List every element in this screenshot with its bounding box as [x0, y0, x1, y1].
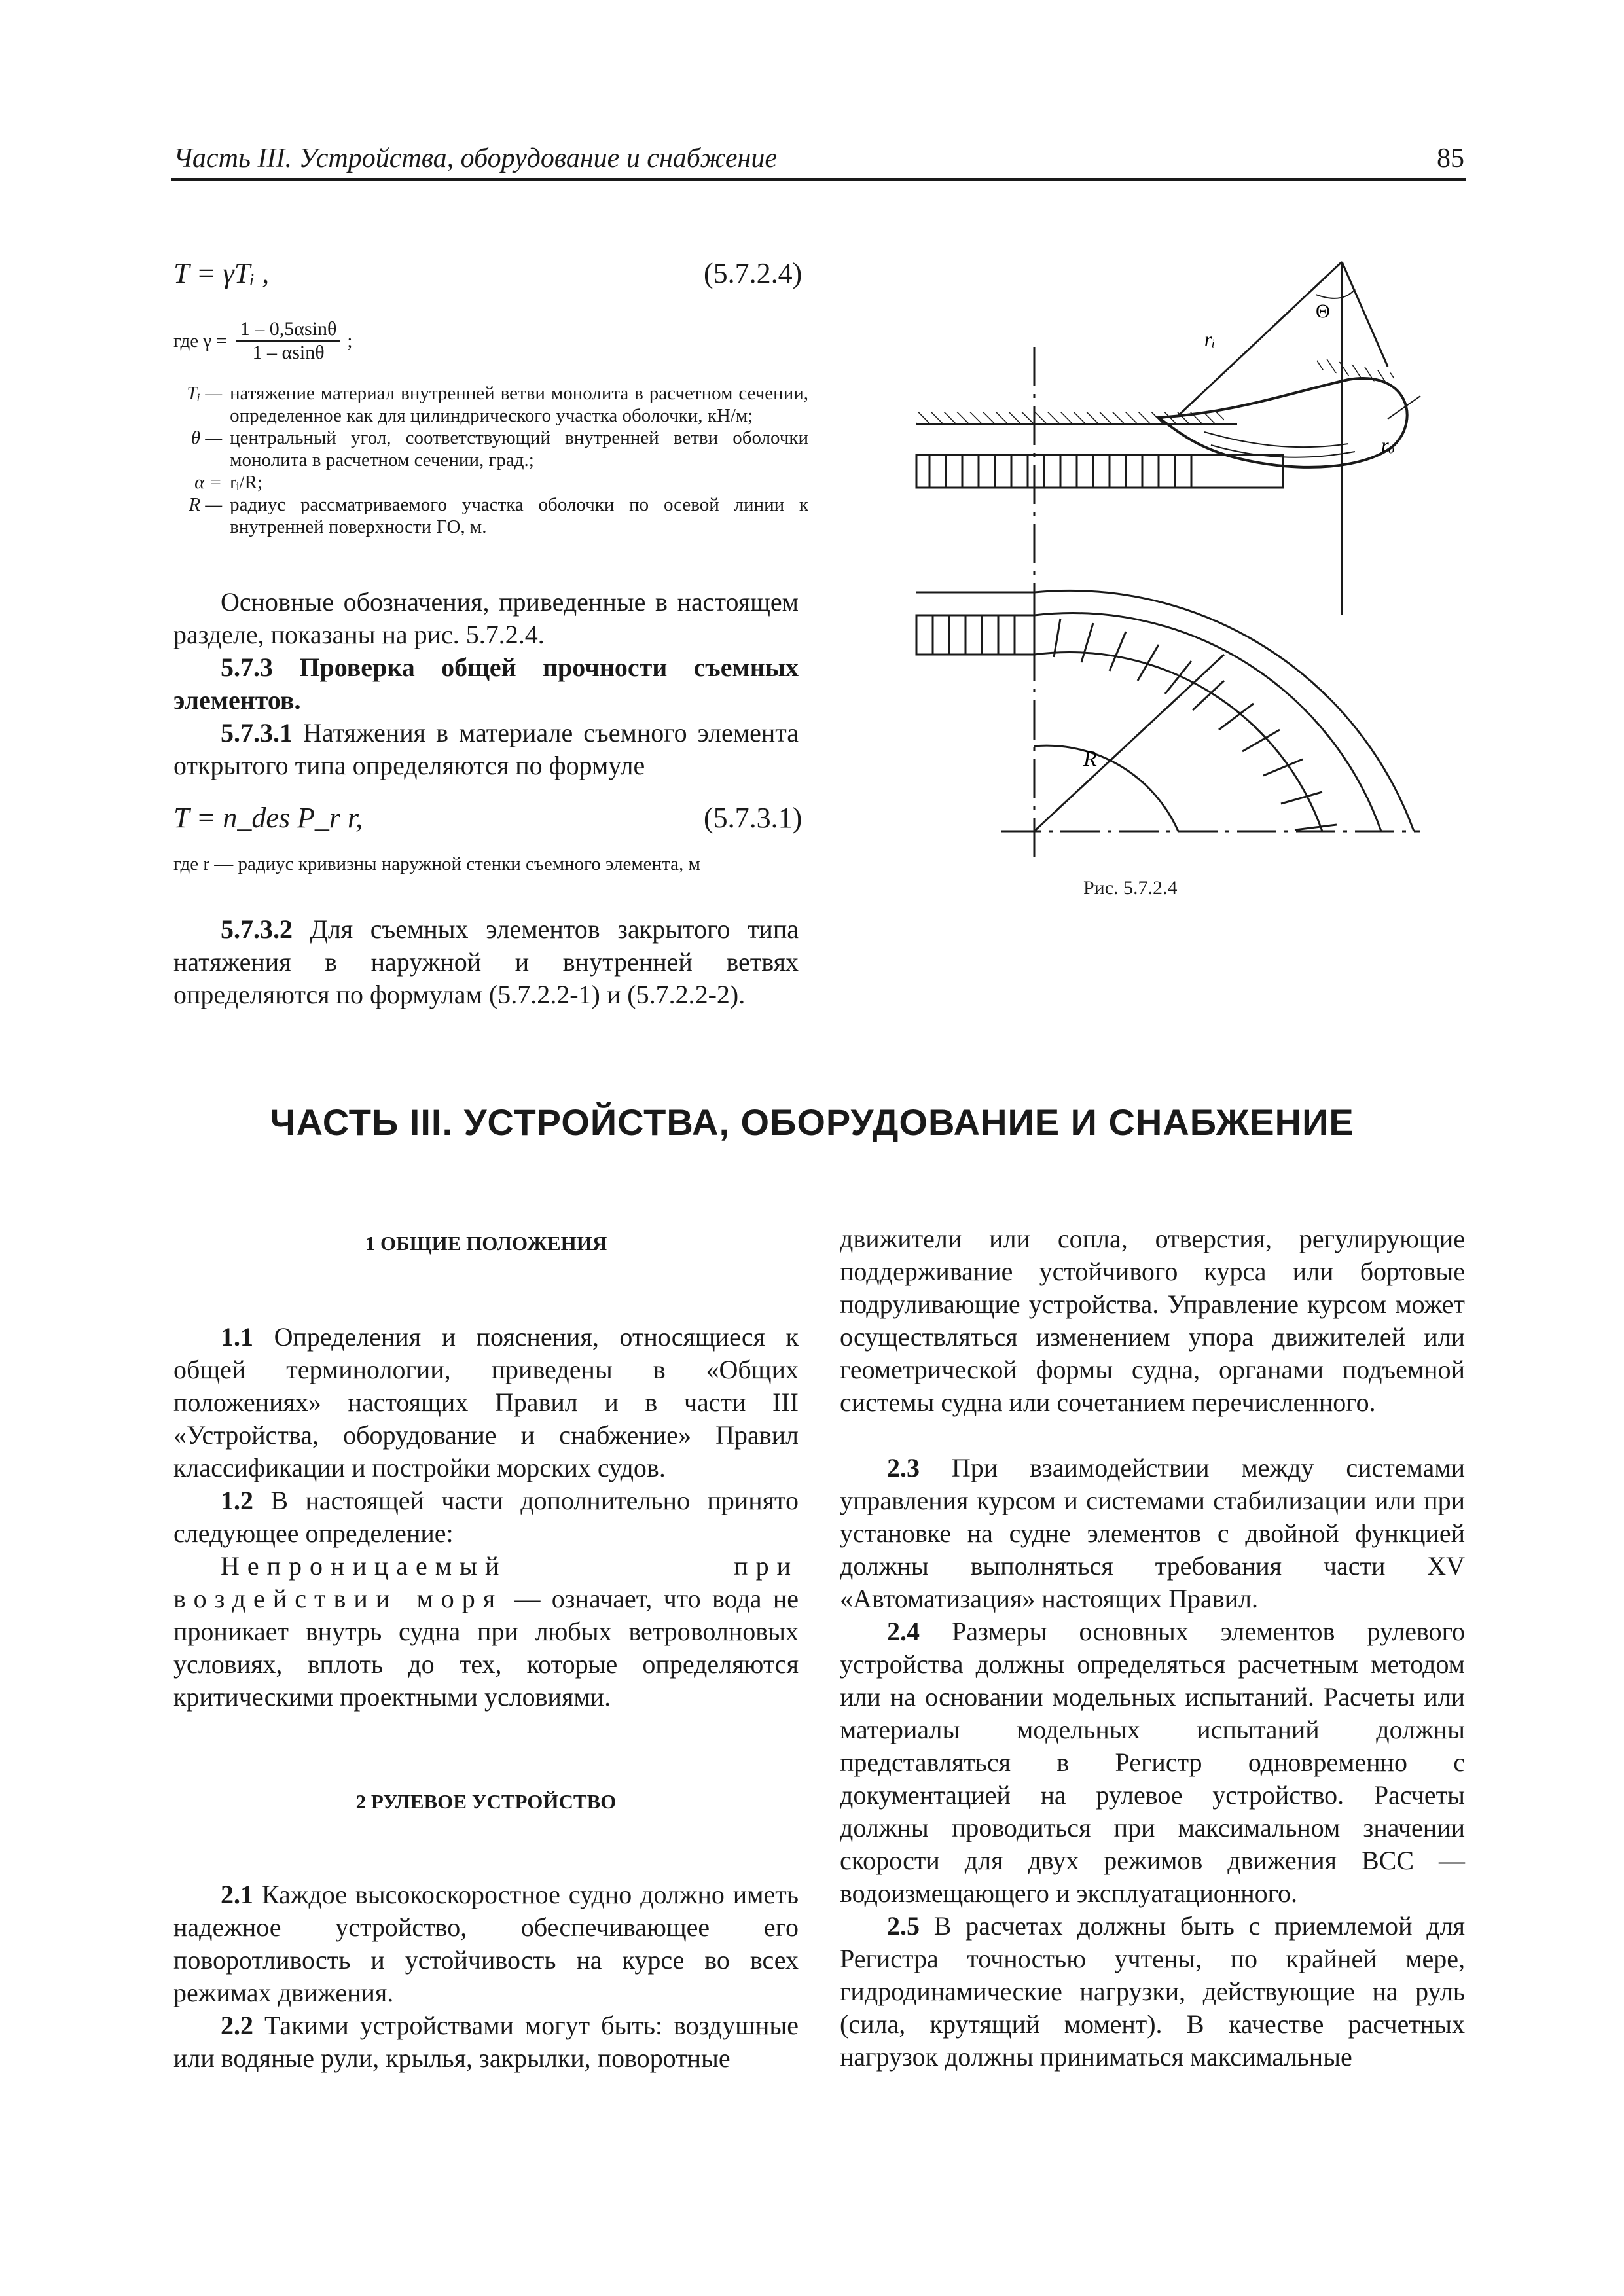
- paragraph-2-3: [840, 1452, 1465, 1615]
- paragraph-2-4: [840, 1615, 1465, 1910]
- paragraph-text: Каждое высокоскоростное судно должно иметь надежное устройство, обеспечивающее его поворотливость и устойчивость на курсе во всех режимах движения.: [173, 1880, 799, 2007]
- header-rule: [171, 178, 1466, 181]
- page-number: 85: [1437, 143, 1464, 173]
- formula-5724: T = γTᵢ ,: [173, 257, 270, 289]
- label-ri: rᵢ: [1204, 329, 1216, 350]
- paragraph-2-1: [173, 1878, 799, 2009]
- section-1-title: 1 ОБЩИЕ ПОЛОЖЕНИЯ: [365, 1232, 607, 1255]
- definition-symbol: α =: [194, 472, 223, 493]
- definition-symbol: Tᵢ —: [187, 383, 223, 404]
- inner-arc: [1034, 653, 1322, 831]
- gamma-fraction: [236, 318, 341, 364]
- paragraph-text: При взаимодействии между системами управления курсом и системами стабилизации или при установке на судне элементов с двойной функцией должны выполняться требования части XV «Автоматизация» настоящих Правил.: [840, 1453, 1465, 1613]
- label-ro: rₒ: [1381, 435, 1395, 456]
- part-title: ЧАСТЬ III. УСТРОЙСТВА, ОБОРУДОВАНИЕ И СНАБЖЕНИЕ: [270, 1102, 1354, 1143]
- formula-5724-number: (5.7.2.4): [704, 257, 803, 289]
- hull-surface-hatch: [916, 412, 1224, 424]
- paragraph-number: 5.7.3.2: [221, 914, 293, 944]
- paragraph-1-2: [173, 1484, 799, 1550]
- paragraph-number: 2.5: [887, 1911, 920, 1941]
- paragraph-number: 5.7.3.1: [221, 718, 293, 747]
- slab-outline: [916, 455, 1283, 488]
- paragraph-number: 1.2: [221, 1486, 253, 1515]
- definition-row: [141, 493, 808, 538]
- definition-watertight: [173, 1550, 799, 1713]
- paragraph-number: 1.1: [221, 1322, 253, 1352]
- paragraph-2-2: [173, 2009, 799, 2075]
- term: Непроницаемый при воздействии моря: [173, 1551, 799, 1613]
- gamma-where-label: где γ =: [173, 331, 227, 351]
- paragraph-text: Для съемных элементов закрытого типа натяжения в наружной и внутренней ветвях определяются по формулам (5.7.2.2-1) и (5.7.2.2-2).: [173, 914, 799, 1009]
- formula-5731-number: (5.7.3.1): [704, 802, 803, 834]
- label-theta: Θ: [1316, 300, 1330, 322]
- radius-ri-line: [1178, 262, 1342, 416]
- label-R: R: [1083, 747, 1097, 771]
- definition-row: [141, 382, 808, 427]
- definition-text: натяжение материал внутренней ветви монолита в расчетном сечении, определенное как для цилиндрического участка оболочки, кН/м;: [230, 383, 808, 426]
- paragraph-2-2-continued: движители или сопла, отверстия, регулирующие поддерживание устойчивого курса или бортовые подруливающие устройства. Управление курсом может осуществляться изменением упора движителей или геометрической формы судна, органами подъемной системы судна или сочетанием перечисленного.: [840, 1224, 1465, 1417]
- gamma-tail: ;: [347, 331, 353, 351]
- term-definition: — означает, что вода не проникает внутрь судна при любых ветроволновых условиях, вплоть до тех, которые определяются критическими проектными условиями.: [173, 1584, 799, 1712]
- section-573-heading: 5.7.3 Проверка общей прочности съемных элементов.: [173, 653, 799, 715]
- figure-caption: Рис. 5.7.2.4: [1083, 877, 1178, 899]
- gamma-denominator: 1 – αsinθ: [252, 342, 325, 363]
- figure-5724-diagram: [897, 249, 1473, 870]
- paragraph-number: 2.4: [887, 1617, 920, 1646]
- definition-row: [141, 427, 808, 471]
- paragraph-text: В настоящей части дополнительно принято следующее определение:: [173, 1486, 799, 1548]
- paragraph-number: 2.2: [221, 2011, 253, 2040]
- formula-5731: T = n_des P_r r,: [173, 802, 363, 834]
- radius-R-line: [1034, 655, 1224, 831]
- paragraph-text: Такими устройствами могут быть: воздушные или водяные рули, крылья, закрылки, поворотные: [173, 2011, 799, 2073]
- paragraph-text: Определения и пояснения, относящиеся к общей терминологии, приведены в «Общих положениях» настоящих Правил и в части III «Устройства, оборудование и снабжение» Правил классификации и постройки морских судов.: [173, 1322, 799, 1482]
- paragraph-number: 2.3: [887, 1453, 920, 1482]
- paragraph-5732: [173, 913, 799, 1011]
- paragraph-text: В расчетах должны быть с приемлемой для Регистра точностью учтены, по крайней мере, гидродинамические нагрузки, действующие на руль (сила, крутящий момент). В качестве расчетных нагрузок должны приниматься максимальные: [840, 1911, 1465, 2072]
- radius-definition: где r — радиус кривизны наружной стенки съемного элемента, м: [173, 853, 700, 874]
- definition-symbol: R —: [189, 494, 223, 515]
- paragraph-2-5: [840, 1910, 1465, 2073]
- definition-symbol: θ —: [190, 427, 223, 448]
- definition-row: [141, 471, 808, 493]
- paragraph-5731: [173, 717, 799, 782]
- paragraph-text: Натяжения в материале съемного элемента открытого типа определяются по формуле: [173, 718, 799, 780]
- curved-panel-ribs: [933, 615, 1337, 830]
- paragraph-number: 2.1: [221, 1880, 253, 1909]
- section-2-title: 2 РУЛЕВОЕ УСТРОЙСТВО: [355, 1790, 617, 1813]
- definition-text: радиус рассматриваемого участка оболочки по осевой линии к внутренней поверхности ГО, м.: [230, 494, 808, 537]
- definition-text: центральный угол, соответствующий внутренней ветви оболочки монолита в расчетном сечении, град.;: [230, 427, 808, 471]
- definition-text: rᵢ/R;: [230, 472, 262, 493]
- inner-small-arc: [1034, 745, 1178, 831]
- gamma-numerator: 1 – 0,5αsinθ: [236, 318, 341, 342]
- gamma-definition: [173, 318, 352, 364]
- paragraph-1-1: [173, 1321, 799, 1484]
- slab-ribs: [929, 455, 1191, 488]
- running-header: Часть III. Устройства, оборудование и снабжение: [173, 143, 777, 173]
- paragraph-text: Размеры основных элементов рулевого устройства должны определяться расчетным методом или на основании модельных испытаний. Расчеты или материалы модельных испытаний должны представляться в Регистр одновременно с документацией на рулевое устройство. Расчеты должны проводиться при максимальном значении скорости для двух режимов движения ВСС — водоизмещающего и эксплуатационного.: [840, 1617, 1465, 1908]
- symbol-definitions: [141, 382, 808, 538]
- paragraph-notation: Основные обозначения, приведенные в настоящем разделе, показаны на рис. 5.7.2.4.: [173, 587, 799, 649]
